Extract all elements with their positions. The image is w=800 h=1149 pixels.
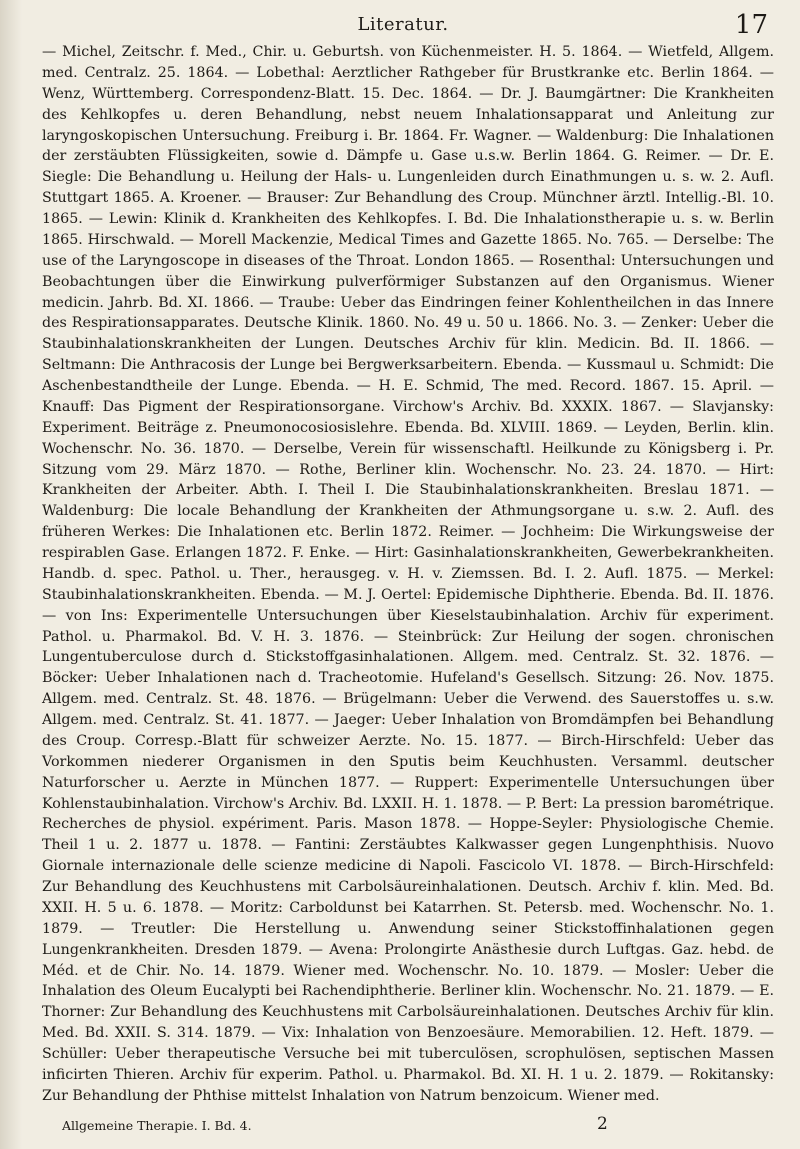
signature-mark: 2 xyxy=(597,1114,608,1134)
bibliography-text xyxy=(42,42,774,1107)
page-header xyxy=(30,8,776,40)
running-title: Literatur. xyxy=(357,14,449,35)
page-number: 17 xyxy=(734,10,768,40)
binding-shadow xyxy=(0,0,22,1149)
series-title: Allgemeine Therapie. I. Bd. 4. xyxy=(62,1118,252,1133)
page-footer xyxy=(62,1114,782,1140)
bibliography-paragraph: — Michel, Zeitschr. f. Med., Chir. u. Geburtsh. von Küchenmeister. H. 5. 1864. — Wietfeld, Allgem. med. Centralz. 25. 1864. — Lobethal: Aerztlicher Rathgeber für Brustkranke etc. Berlin 1864. — Wenz, Württemberg. Correspondenz-Blatt. 15. Dec. 1864. — Dr. J. Baumgärtner: Die Krankheiten des Kehlkopfes u. deren Behandlung, nebst neuem Inhalationsapparat und Anleitung zur laryngoskopischen Untersuchung. Freiburg i. Br. 1864. Fr. Wagner. — Waldenburg: Die Inhalationen der zerstäubten Flüssigkeiten, sowie d. Dämpfe u. Gase u.s.w. Berlin 1864. G. Reimer. — Dr. E. Siegle: Die Behandlung u. Heilung der Hals- u. Lungenleiden durch Einathmungen u. s. w. 2. Aufl. Stuttgart 1865. A. Kroener. — Brauser: Zur Behandlung des Croup. Münchner ärztl. Intellig.-Bl. 10. 1865. — Lewin: Klinik d. Krankheiten des Kehlkopfes. I. Bd. Die Inhalationstherapie u. s. w. Berlin 1865. Hirschwald. — Morell Mackenzie, Medical Times and Gazette 1865. No. 765. — Derselbe: The use of the Laryngoscope in diseases of the Throat. London 1865. — Rosenthal: Untersuchungen und Beobachtungen über die Einwirkung pulverförmiger Substanzen auf den Organismus. Wiener medicin. Jahrb. Bd. XI. 1866. — Traube: Ueber das Eindringen feiner Kohlentheilchen in das Innere des Respirationsapparates. Deutsche Klinik. 1860. No. 49 u. 50 u. 1866. No. 3. — Zenker: Ueber die Staubinhalationskrankheiten der Lungen. Deutsches Archiv für klin. Medicin. Bd. II. 1866. — Seltmann: Die Anthracosis der Lunge bei Bergwerksarbeitern. Ebenda. — Kussmaul u. Schmidt: Die Aschenbestandtheile der Lunge. Ebenda. — H. E. Schmid, The med. Record. 1867. 15. April. — Knauff: Das Pigment der Respirationsorgane. Virchow's Archiv. Bd. XXXIX. 1867. — Slavjansky: Experiment. Beiträge z. Pneumonocosiosislehre. Ebenda. Bd. XLVIII. 1869. — Leyden, Berlin. klin. Wochenschr. No. 36. 1870. — Derselbe, Verein für wissenschaftl. Heilkunde zu Königsberg i. Pr. Sitzung vom 29. März 1870. — Rothe, Berliner klin. Wochenschr. No. 23. 24. 1870. — Hirt: Krankheiten der Arbeiter. Abth. I. Theil I. Die Staubinhalationskrankheiten. Breslau 1871. — Waldenburg: Die locale Behandlung der Krankheiten der Athmungsorgane u. s.w. 2. Aufl. des früheren Werkes: Die Inhalationen etc. Berlin 1872. Reimer. — Jochheim: Die Wirkungsweise der respirablen Gase. Erlangen 1872. F. Enke. — Hirt: Gasinhalationskrankheiten, Gewerbekrankheiten. Handb. d. spec. Pathol. u. Ther., herausgeg. v. H. v. Ziemssen. Bd. I. 2. Aufl. 1875. — Merkel: Staubinhalationskrankheiten. Ebenda. — M. J. Oertel: Epidemische Diphtherie. Ebenda. Bd. II. 1876. — von Ins: Experimentelle Untersuchungen über Kieselstaubinhalation. Archiv für experiment. Pathol. u. Pharmakol. Bd. V. H. 3. 1876. — Steinbrück: Zur Heilung der sogen. chronischen Lungentuberculose durch d. Stickstoffgasinhalationen. Allgem. med. Centralz. St. 32. 1876. — Böcker: Ueber Inhalationen nach d. Tracheotomie. Hufeland's Gesellsch. Sitzung: 26. Nov. 1875. Allgem. med. Centralz. St. 48. 1876. — Brügelmann: Ueber die Verwend. des Sauerstoffes u. s.w. Allgem. med. Centralz. St. 41. 1877. — Jaeger: Ueber Inhalation von Bromdämpfen bei Behandlung des Croup. Corresp.-Blatt für schweizer Aerzte. No. 15. 1877. — Birch-Hirschfeld: Ueber das Vorkommen niederer Organismen in den Sputis beim Keuchhusten. Versamml. deutscher Naturforscher u. Aerzte in München 1877. — Ruppert: Experimentelle Untersuchungen über Kohlenstaubinhalation. Virchow's Archiv. Bd. LXXII. H. 1. 1878. — P. Bert: La pression barométrique. Recherches de physiol. expériment. Paris. Mason 1878. — Hoppe-Seyler: Physiologische Chemie. Theil 1 u. 2. 1877 u. 1878. — Fantini: Zerstäubtes Kalkwasser gegen Lungenphthisis. Nuovo Giornale internazionale delle scienze medicine di Napoli. Fascicolo VI. 1878. — Birch-Hirschfeld: Zur Behandlung des Keuchhustens mit Carbolsäureinhalationen. Deutsch. Archiv f. klin. Med. Bd. XXII. H. 5 u. 6. 1878. — Moritz: Carboldunst bei Katarrhen. St. Petersb. med. Wochenschr. No. 1. 1879. — Treutler: Die Herstellung u. Anwendung seiner Stickstoffinhalationen gegen Lungenkrankheiten. Dresden 1879. — Avena: Prolongirte Anästhesie durch Luftgas. Gaz. hebd. de Méd. et de Chir. No. 14. 1879. Wiener med. Wochenschr. No. 10. 1879. — Mosler: Ueber die Inhalation des Oleum Eucalypti bei Rachendiphtherie. Berliner klin. Wochenschr. No. 21. 1879. — E. Thorner: Zur Behandlung des Keuchhustens mit Carbolsäureinhalationen. Deutsches Archiv für klin. Med. Bd. XXII. S. 314. 1879. — Vix: Inhalation von Benzoesäure. Memorabilien. 12. Heft. 1879. — Schüller: Ueber therapeutische Versuche bei mit tuberculösen, scrophulösen, septischen Massen inficirten Thieren. Archiv für experim. Pathol. u. Pharmakol. Bd. XI. H. 1 u. 2. 1879. — Rokitansky: Zur Behandlung der Phthise mittelst Inhalation von Natrum benzoicum. Wiener med. xyxy=(42,44,774,1104)
